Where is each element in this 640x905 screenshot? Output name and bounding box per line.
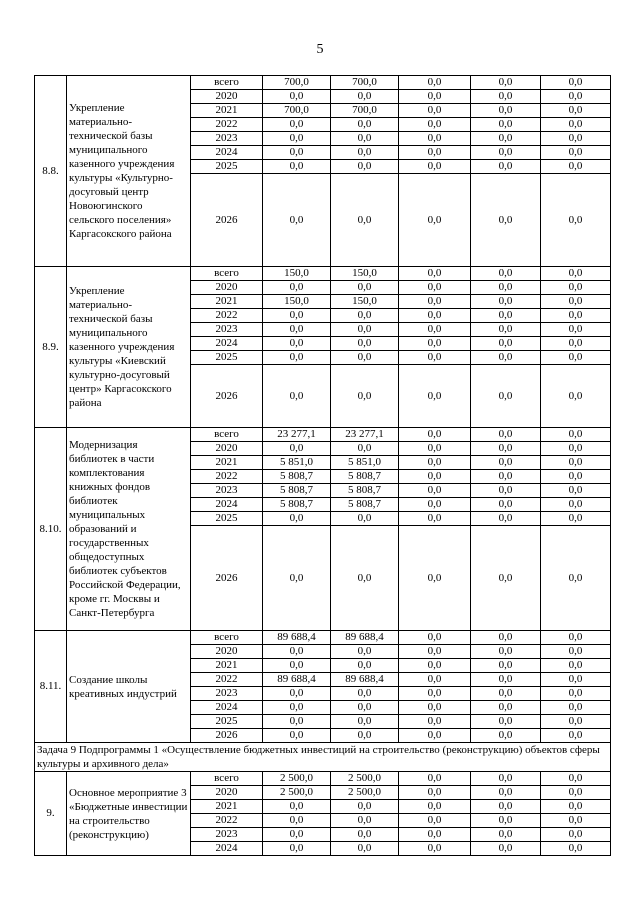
value-cell: 0,0 [399, 428, 471, 442]
year-cell: 2023 [191, 132, 263, 146]
value-cell: 0,0 [331, 132, 399, 146]
value-cell: 0,0 [399, 76, 471, 90]
section-number: 8.10. [35, 428, 67, 631]
value-cell: 0,0 [399, 800, 471, 814]
value-cell: 0,0 [263, 146, 331, 160]
value-cell: 150,0 [263, 267, 331, 281]
value-cell: 0,0 [471, 498, 541, 512]
value-cell: 0,0 [471, 365, 541, 428]
value-cell: 0,0 [399, 351, 471, 365]
value-cell: 0,0 [331, 701, 399, 715]
value-cell: 0,0 [263, 800, 331, 814]
value-cell: 700,0 [331, 104, 399, 118]
section-number: 8.11. [35, 631, 67, 743]
value-cell: 0,0 [541, 687, 611, 701]
section-number: 8.8. [35, 76, 67, 267]
value-cell: 0,0 [263, 842, 331, 856]
value-cell: 0,0 [399, 645, 471, 659]
value-cell: 0,0 [331, 351, 399, 365]
year-cell: 2025 [191, 351, 263, 365]
year-cell: 2022 [191, 470, 263, 484]
value-cell: 0,0 [471, 645, 541, 659]
value-cell: 0,0 [331, 512, 399, 526]
value-cell: 0,0 [471, 729, 541, 743]
year-cell: 2025 [191, 160, 263, 174]
value-cell: 0,0 [331, 800, 399, 814]
value-cell: 0,0 [399, 132, 471, 146]
value-cell: 0,0 [471, 428, 541, 442]
value-cell: 0,0 [471, 512, 541, 526]
value-cell: 89 688,4 [331, 673, 399, 687]
value-cell: 0,0 [399, 160, 471, 174]
value-cell: 0,0 [263, 659, 331, 673]
value-cell: 0,0 [541, 295, 611, 309]
value-cell: 0,0 [399, 174, 471, 267]
value-cell: 0,0 [471, 673, 541, 687]
value-cell: 700,0 [263, 76, 331, 90]
section-number: 9. [35, 772, 67, 856]
value-cell: 2 500,0 [263, 786, 331, 800]
value-cell: 2 500,0 [331, 786, 399, 800]
value-cell: 0,0 [263, 645, 331, 659]
value-cell: 0,0 [331, 146, 399, 160]
value-cell: 0,0 [331, 715, 399, 729]
value-cell: 700,0 [331, 76, 399, 90]
value-cell: 89 688,4 [331, 631, 399, 645]
year-cell: 2021 [191, 659, 263, 673]
value-cell: 89 688,4 [263, 673, 331, 687]
value-cell: 0,0 [263, 701, 331, 715]
year-cell: 2021 [191, 800, 263, 814]
value-cell: 0,0 [263, 118, 331, 132]
value-cell: 0,0 [471, 351, 541, 365]
value-cell: 0,0 [399, 687, 471, 701]
value-cell: 0,0 [399, 729, 471, 743]
value-cell: 0,0 [541, 76, 611, 90]
value-cell: 0,0 [263, 687, 331, 701]
value-cell: 0,0 [399, 118, 471, 132]
value-cell: 0,0 [541, 365, 611, 428]
year-cell: 2023 [191, 484, 263, 498]
value-cell: 0,0 [263, 90, 331, 104]
page-number: 5 [316, 42, 324, 57]
value-cell: 0,0 [471, 828, 541, 842]
year-cell: 2022 [191, 309, 263, 323]
value-cell: 0,0 [471, 842, 541, 856]
value-cell: 0,0 [263, 132, 331, 146]
value-cell: 0,0 [541, 323, 611, 337]
year-cell: 2026 [191, 526, 263, 631]
value-cell: 0,0 [399, 631, 471, 645]
value-cell: 0,0 [471, 800, 541, 814]
value-cell: 0,0 [541, 337, 611, 351]
value-cell: 0,0 [399, 512, 471, 526]
value-cell: 5 808,7 [263, 484, 331, 498]
year-cell: всего [191, 267, 263, 281]
year-cell: 2020 [191, 645, 263, 659]
budget-table [34, 75, 611, 856]
value-cell: 5 808,7 [331, 470, 399, 484]
value-cell: 0,0 [331, 160, 399, 174]
value-cell: 0,0 [263, 281, 331, 295]
value-cell: 0,0 [471, 146, 541, 160]
value-cell: 0,0 [471, 132, 541, 146]
value-cell: 0,0 [471, 456, 541, 470]
section-name: Создание школы креативных индустрий [67, 631, 191, 743]
year-cell: всего [191, 76, 263, 90]
value-cell: 0,0 [541, 715, 611, 729]
value-cell: 0,0 [331, 442, 399, 456]
value-cell: 0,0 [399, 442, 471, 456]
budget-table-body [35, 76, 611, 856]
value-cell: 0,0 [331, 526, 399, 631]
value-cell: 0,0 [399, 715, 471, 729]
year-cell: 2021 [191, 295, 263, 309]
value-cell: 0,0 [541, 498, 611, 512]
value-cell: 0,0 [541, 281, 611, 295]
year-cell: 2020 [191, 442, 263, 456]
year-cell: 2025 [191, 715, 263, 729]
year-cell: 2023 [191, 323, 263, 337]
value-cell: 0,0 [399, 323, 471, 337]
value-cell: 0,0 [471, 118, 541, 132]
value-cell: 0,0 [331, 309, 399, 323]
value-cell: 0,0 [541, 146, 611, 160]
table-row [35, 631, 611, 645]
value-cell: 0,0 [541, 814, 611, 828]
year-cell: 2025 [191, 512, 263, 526]
value-cell: 0,0 [263, 365, 331, 428]
value-cell: 0,0 [471, 160, 541, 174]
value-cell: 0,0 [541, 631, 611, 645]
value-cell: 0,0 [399, 484, 471, 498]
value-cell: 0,0 [541, 659, 611, 673]
value-cell: 0,0 [471, 484, 541, 498]
value-cell: 23 277,1 [331, 428, 399, 442]
section-name: Укрепление материально-технической базы муниципального казенного учреждения культуры «Киевский культурно-досуговый центр» Каргасокского района [67, 267, 191, 428]
value-cell: 0,0 [399, 456, 471, 470]
year-cell: 2022 [191, 673, 263, 687]
value-cell: 0,0 [471, 687, 541, 701]
year-cell: 2026 [191, 174, 263, 267]
value-cell: 2 500,0 [263, 772, 331, 786]
value-cell: 0,0 [541, 456, 611, 470]
value-cell: 0,0 [471, 715, 541, 729]
year-cell: 2024 [191, 498, 263, 512]
value-cell: 0,0 [263, 715, 331, 729]
table-row [35, 267, 611, 281]
value-cell: 0,0 [399, 786, 471, 800]
value-cell: 0,0 [331, 687, 399, 701]
value-cell: 0,0 [399, 526, 471, 631]
year-cell: 2022 [191, 814, 263, 828]
year-cell: 2020 [191, 90, 263, 104]
value-cell: 0,0 [471, 323, 541, 337]
value-cell: 0,0 [331, 337, 399, 351]
value-cell: 0,0 [471, 281, 541, 295]
value-cell: 0,0 [399, 814, 471, 828]
year-cell: 2020 [191, 786, 263, 800]
value-cell: 0,0 [399, 309, 471, 323]
year-cell: 2024 [191, 842, 263, 856]
value-cell: 0,0 [399, 267, 471, 281]
year-cell: 2024 [191, 701, 263, 715]
year-cell: 2021 [191, 456, 263, 470]
value-cell: 0,0 [541, 484, 611, 498]
value-cell: 0,0 [471, 337, 541, 351]
value-cell: 5 808,7 [263, 470, 331, 484]
value-cell: 0,0 [471, 786, 541, 800]
task-row [35, 743, 611, 772]
value-cell: 0,0 [399, 90, 471, 104]
value-cell: 0,0 [263, 526, 331, 631]
task-heading: Задача 9 Подпрограммы 1 «Осуществление бюджетных инвестиций на строительство (реконструкцию) объектов сферы культуры и архивного дела» [35, 743, 611, 772]
value-cell: 0,0 [471, 104, 541, 118]
value-cell: 23 277,1 [263, 428, 331, 442]
value-cell: 0,0 [541, 428, 611, 442]
value-cell: 0,0 [471, 174, 541, 267]
value-cell: 0,0 [471, 659, 541, 673]
value-cell: 700,0 [263, 104, 331, 118]
value-cell: 0,0 [331, 828, 399, 842]
value-cell: 0,0 [541, 90, 611, 104]
value-cell: 0,0 [263, 323, 331, 337]
value-cell: 0,0 [541, 351, 611, 365]
value-cell: 150,0 [263, 295, 331, 309]
value-cell: 0,0 [541, 309, 611, 323]
value-cell: 0,0 [541, 772, 611, 786]
value-cell: 0,0 [331, 814, 399, 828]
value-cell: 0,0 [541, 512, 611, 526]
value-cell: 0,0 [399, 104, 471, 118]
value-cell: 0,0 [399, 295, 471, 309]
value-cell: 0,0 [331, 90, 399, 104]
year-cell: всего [191, 631, 263, 645]
year-cell: 2024 [191, 337, 263, 351]
value-cell: 0,0 [263, 814, 331, 828]
value-cell: 0,0 [331, 281, 399, 295]
year-cell: 2023 [191, 687, 263, 701]
value-cell: 0,0 [331, 659, 399, 673]
value-cell: 0,0 [541, 132, 611, 146]
value-cell: 150,0 [331, 267, 399, 281]
value-cell: 0,0 [541, 104, 611, 118]
value-cell: 0,0 [541, 729, 611, 743]
year-cell: 2022 [191, 118, 263, 132]
value-cell: 5 851,0 [263, 456, 331, 470]
value-cell: 5 808,7 [331, 484, 399, 498]
value-cell: 0,0 [471, 701, 541, 715]
value-cell: 5 808,7 [263, 498, 331, 512]
value-cell: 0,0 [541, 786, 611, 800]
year-cell: 2026 [191, 729, 263, 743]
value-cell: 0,0 [263, 442, 331, 456]
value-cell: 0,0 [399, 498, 471, 512]
value-cell: 0,0 [263, 337, 331, 351]
value-cell: 0,0 [471, 470, 541, 484]
value-cell: 0,0 [471, 772, 541, 786]
value-cell: 0,0 [263, 174, 331, 267]
value-cell: 0,0 [541, 673, 611, 687]
value-cell: 0,0 [399, 659, 471, 673]
value-cell: 0,0 [541, 267, 611, 281]
value-cell: 0,0 [541, 645, 611, 659]
value-cell: 0,0 [471, 631, 541, 645]
year-cell: 2026 [191, 365, 263, 428]
value-cell: 89 688,4 [263, 631, 331, 645]
value-cell: 5 808,7 [331, 498, 399, 512]
value-cell: 0,0 [399, 701, 471, 715]
value-cell: 0,0 [541, 701, 611, 715]
value-cell: 150,0 [331, 295, 399, 309]
value-cell: 0,0 [471, 309, 541, 323]
value-cell: 0,0 [471, 76, 541, 90]
section-name: Укрепление материально-технической базы муниципального казенного учреждения культуры «Культурно-досуговый центр Новоюгинского сельского поселения» Каргасокского района [67, 76, 191, 267]
value-cell: 0,0 [541, 828, 611, 842]
value-cell: 0,0 [263, 309, 331, 323]
year-cell: всего [191, 428, 263, 442]
value-cell: 0,0 [471, 442, 541, 456]
section-name: Основное мероприятие 3 «Бюджетные инвестиции на строительство (реконструкцию) [67, 772, 191, 856]
value-cell: 0,0 [331, 729, 399, 743]
value-cell: 5 851,0 [331, 456, 399, 470]
table-row [35, 772, 611, 786]
section-number: 8.9. [35, 267, 67, 428]
year-cell: 2024 [191, 146, 263, 160]
year-cell: 2020 [191, 281, 263, 295]
value-cell: 0,0 [541, 800, 611, 814]
value-cell: 0,0 [471, 526, 541, 631]
value-cell: 0,0 [399, 842, 471, 856]
value-cell: 0,0 [399, 337, 471, 351]
value-cell: 0,0 [541, 442, 611, 456]
table-row [35, 428, 611, 442]
table-row [35, 76, 611, 90]
value-cell: 0,0 [399, 828, 471, 842]
year-cell: всего [191, 772, 263, 786]
value-cell: 0,0 [541, 470, 611, 484]
value-cell: 0,0 [399, 673, 471, 687]
value-cell: 0,0 [331, 365, 399, 428]
value-cell: 0,0 [541, 174, 611, 267]
value-cell: 0,0 [541, 842, 611, 856]
value-cell: 0,0 [263, 512, 331, 526]
value-cell: 0,0 [263, 351, 331, 365]
value-cell: 0,0 [471, 267, 541, 281]
value-cell: 2 500,0 [331, 772, 399, 786]
value-cell: 0,0 [399, 146, 471, 160]
year-cell: 2021 [191, 104, 263, 118]
value-cell: 0,0 [399, 772, 471, 786]
value-cell: 0,0 [263, 729, 331, 743]
value-cell: 0,0 [331, 323, 399, 337]
value-cell: 0,0 [399, 470, 471, 484]
section-name: Модернизация библиотек в части комплектования книжных фондов библиотек муниципальных образований и государственных общедоступных библиотек субъектов Российской Федерации, кроме гг. Москвы и Санкт-Петербурга [67, 428, 191, 631]
year-cell: 2023 [191, 828, 263, 842]
value-cell: 0,0 [331, 842, 399, 856]
value-cell: 0,0 [263, 828, 331, 842]
value-cell: 0,0 [471, 90, 541, 104]
value-cell: 0,0 [471, 814, 541, 828]
value-cell: 0,0 [541, 160, 611, 174]
value-cell: 0,0 [331, 118, 399, 132]
value-cell: 0,0 [399, 365, 471, 428]
value-cell: 0,0 [471, 295, 541, 309]
value-cell: 0,0 [263, 160, 331, 174]
value-cell: 0,0 [331, 645, 399, 659]
value-cell: 0,0 [399, 281, 471, 295]
value-cell: 0,0 [541, 526, 611, 631]
value-cell: 0,0 [541, 118, 611, 132]
value-cell: 0,0 [331, 174, 399, 267]
